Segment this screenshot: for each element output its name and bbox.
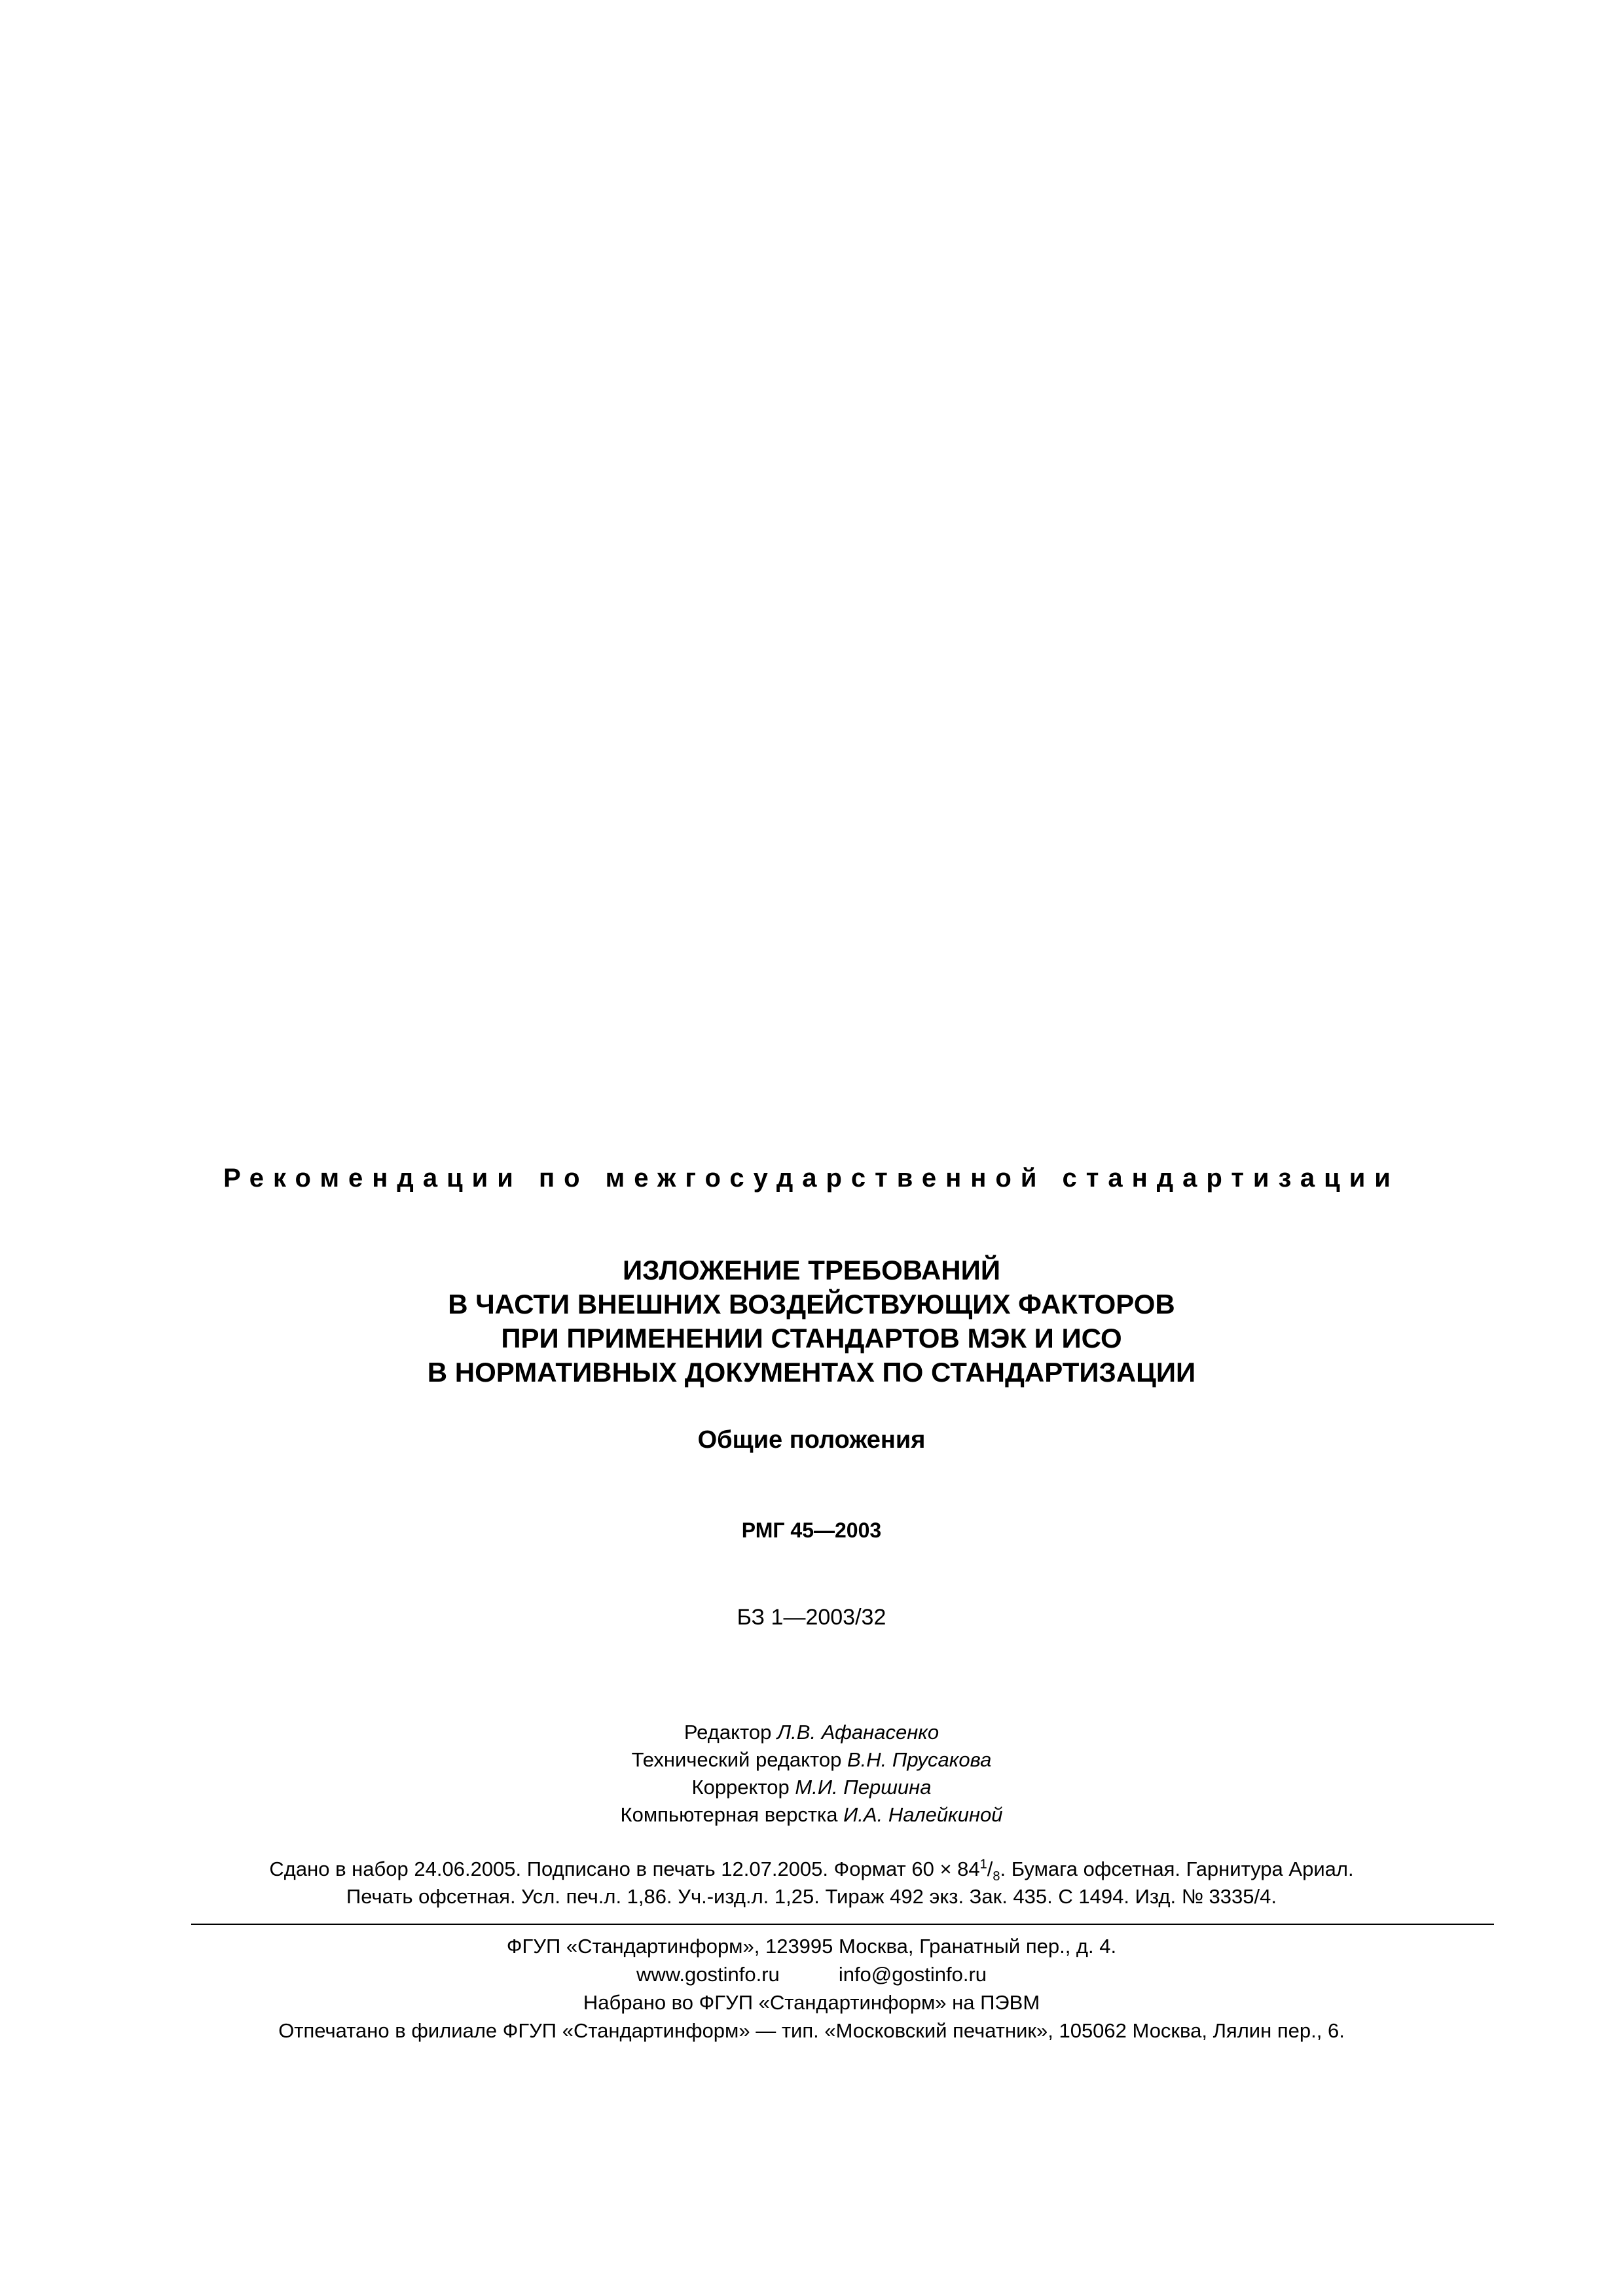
publisher-email: info@gostinfo.ru xyxy=(838,1963,987,1986)
staff-row-corrector xyxy=(0,1774,1623,1801)
staff-role: Компьютерная верстка xyxy=(620,1803,844,1826)
document-title xyxy=(0,1253,1623,1390)
staff-row-tech-editor xyxy=(0,1746,1623,1774)
staff-person: И.А. Налейкиной xyxy=(843,1803,1003,1826)
publisher-info xyxy=(0,1932,1623,2045)
editorial-staff xyxy=(0,1719,1623,1829)
staff-person: В.Н. Прусакова xyxy=(847,1748,992,1771)
format-fraction-slash: / xyxy=(987,1857,993,1880)
document-subtitle: Общие положения xyxy=(697,1426,926,1454)
bz-number: БЗ 1—2003/32 xyxy=(737,1605,886,1630)
imprint-line-1 xyxy=(0,1856,1623,1883)
imprint-text: . Бумага офсетная. Гарнитура Ариал. xyxy=(1000,1857,1354,1880)
staff-person: М.И. Першина xyxy=(795,1776,932,1799)
title-line: ПРИ ПРИМЕНЕНИИ СТАНДАРТОВ МЭК И ИСО xyxy=(501,1323,1122,1354)
horizontal-divider xyxy=(191,1924,1494,1925)
staff-person: Л.В. Афанасенко xyxy=(776,1721,939,1744)
document-designation: РМГ 45—2003 xyxy=(741,1518,882,1542)
imprint-text: Сдано в набор 24.06.2005. Подписано в печать 12.07.2005. Формат 60 × 84 xyxy=(269,1857,980,1880)
format-fraction-numerator: 1 xyxy=(979,1857,987,1872)
series-heading: Рекомендации по межгосударственной стандартизации xyxy=(223,1164,1400,1193)
publisher-printed: Отпечатано в филиале ФГУП «Стандартинформ» — тип. «Московский печатник», 105062 Москва, Лялин пер., 6. xyxy=(278,2019,1345,2042)
publisher-website: www.gostinfo.ru xyxy=(636,1963,780,1986)
publisher-typeset: Набрано во ФГУП «Стандартинформ» на ПЭВМ xyxy=(583,1991,1040,2014)
staff-role: Корректор xyxy=(691,1776,795,1799)
imprint-line-2: Печать офсетная. Усл. печ.л. 1,86. Уч.-изд.л. 1,25. Тираж 492 экз. Зак. 435. С 1494. Изд. № 3335/4. xyxy=(346,1885,1277,1908)
format-fraction-denominator: 8 xyxy=(993,1869,1000,1884)
staff-role: Редактор xyxy=(684,1721,777,1744)
staff-row-editor xyxy=(0,1719,1623,1746)
staff-row-layout xyxy=(0,1801,1623,1829)
title-line: В НОРМАТИВНЫХ ДОКУМЕНТАХ ПО СТАНДАРТИЗАЦИИ xyxy=(427,1357,1196,1388)
title-line: ИЗЛОЖЕНИЕ ТРЕБОВАНИЙ xyxy=(622,1255,1001,1285)
staff-role: Технический редактор xyxy=(631,1748,847,1771)
publisher-contacts xyxy=(0,1960,1623,1988)
publisher-address: ФГУП «Стандартинформ», 123995 Москва, Гранатный пер., д. 4. xyxy=(506,1935,1117,1958)
title-line: В ЧАСТИ ВНЕШНИХ ВОЗДЕЙСТВУЮЩИХ ФАКТОРОВ xyxy=(448,1289,1175,1319)
print-imprint xyxy=(0,1856,1623,1910)
